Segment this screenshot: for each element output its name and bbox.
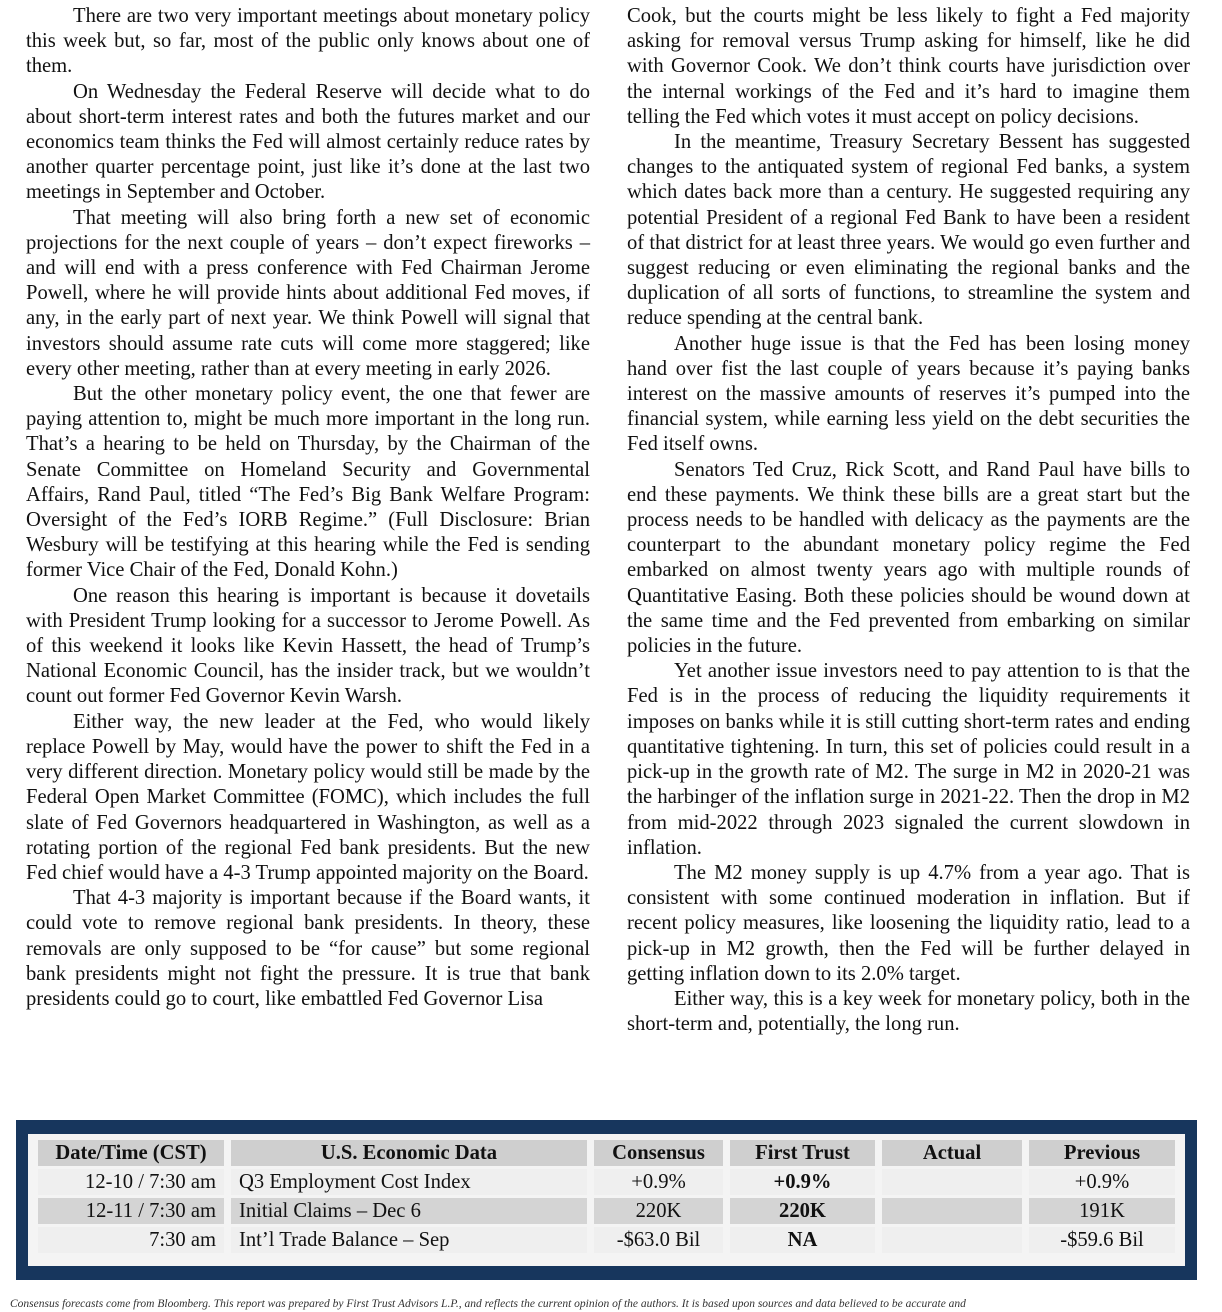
cell-indicator: Int’l Trade Balance – Sep [231, 1227, 587, 1253]
paragraph: Cook, but the courts might be less likely to fight a Fed majority asking for removal versus Trump asking for himself, like he did with Governor Cook. We don’t think courts have jurisdiction over the internal workings of the Fed and it’s hard to imagine them telling the Fed which votes it must accept on policy decisions. [627, 5, 1190, 128]
paragraph: There are two very important meetings about monetary policy this week but, so far, most of the public only knows about one of them. [26, 5, 590, 78]
paragraph: But the other monetary policy event, the one that fewer are paying attention to, might be much more important in the long run. That’s a hearing to be held on Thursday, by the Chairman of the Senate Committee on Homeland Security and Governmental Affairs, Rand Paul, titled “The Fed’s Big Bank Welfare Program: Oversight of the Fed’s IORB Regime.” (Full Disclosure: Brian Wesbury will be testifying at this hearing while the Fed is sending former Vice Chair of the Fed, Donald Kohn.) [26, 383, 590, 582]
cell-previous: 191K [1029, 1198, 1175, 1224]
header-consensus: Consensus [594, 1140, 723, 1166]
table-row [38, 1227, 1175, 1253]
cell-first-trust: 220K [730, 1198, 875, 1224]
header-economic-data: U.S. Economic Data [231, 1140, 587, 1166]
paragraph: That meeting will also bring forth a new set of economic projections for the next couple of years – don’t expect fireworks – and will end with a press conference with Fed Chairman Jerome Powell, where he will provide hints about additional Fed moves, if any, in the early part of next year. We think Powell will signal that investors should assume rate cuts will come more staggered; like every other meeting, rather than at every meeting in early 2026. [26, 206, 590, 380]
article-right-column [627, 4, 1190, 1037]
cell-indicator: Q3 Employment Cost Index [231, 1169, 587, 1195]
paragraph: Yet another issue investors need to pay attention to is that the Fed is in the process of reducing the liquidity requirements it imposes on banks while it is still cutting short-term rates and ending quantitative tightening. In turn, this set of policies could result in a pick-up in the growth rate of M2. The surge in M2 in 2020-21 was the harbinger of the inflation surge in 2021-22. Then the drop in M2 from mid-2022 through 2023 signaled the current slowdown in inflation. [627, 660, 1190, 859]
header-actual: Actual [882, 1140, 1022, 1166]
paragraph: On Wednesday the Federal Reserve will decide what to do about short-term interest rates and both the futures market and our economics team thinks the Fed will almost certainly reduce rates by another quarter percentage point, just like it’s done at the last two meetings in September and October. [26, 80, 590, 204]
table-row [38, 1169, 1175, 1195]
paragraph: That 4-3 majority is important because if the Board wants, it could vote to remove regional bank presidents. In theory, these removals are only supposed to be “for cause” but some regional bank presidents might not fight the pressure. It is true that bank presidents could go to court, like embattled Fed Governor Lisa [26, 887, 590, 1010]
footer-disclaimer: Consensus forecasts come from Bloomberg. This report was prepared by First Trust Advisors L.P., and reflects the current opinion of the authors. It is based upon sources and data believed to be accurate and [10, 1298, 966, 1310]
cell-consensus: +0.9% [594, 1169, 723, 1195]
table-row [38, 1198, 1175, 1224]
economic-data-table-panel [28, 1134, 1185, 1266]
paragraph: Either way, the new leader at the Fed, who would likely replace Powell by May, would have the power to shift the Fed in a very different direction. Monetary policy would still be made by the Federal Open Market Committee (FOMC), which includes the full slate of Fed Governors headquartered in Washington, as well as a rotating portion of the regional Fed bank presidents. But the new Fed chief would have a 4-3 Trump appointed majority on the Board. [26, 710, 590, 884]
header-first-trust: First Trust [730, 1140, 875, 1166]
cell-date: 7:30 am [38, 1227, 224, 1253]
paragraph: The M2 money supply is up 4.7% from a year ago. That is consistent with some continued moderation in inflation. But if recent policy measures, like loosening the liquidity ratio, lead to a pick-up in M2 growth, then the Fed will be further delayed in getting inflation down to its 2.0% target. [627, 861, 1190, 985]
header-date-time: Date/Time (CST) [38, 1140, 224, 1166]
paragraph: In the meantime, Treasury Secretary Bessent has suggested changes to the antiquated system of regional Fed banks, a system which dates back more than a century. He suggested requiring any potential President of a regional Fed Bank to have been a resident of that district for at least three years. We would go even further and suggest reducing or even eliminating the regional banks and the duplication of all sorts of functions, to streamline the system and reduce spending at the central bank. [627, 131, 1190, 330]
paragraph: One reason this hearing is important is because it dovetails with President Trump looking for a successor to Jerome Powell. As of this weekend it looks like Kevin Hassett, the head of Trump’s National Economic Council, has the insider track, but we wouldn’t count out former Fed Governor Kevin Warsh. [26, 584, 590, 708]
paragraph: Another huge issue is that the Fed has been losing money hand over fist the last couple of years because it’s paying banks interest on the massive amounts of reserves it’s pumped into the financial system, while earning less yield on the debt securities the Fed itself owns. [627, 332, 1190, 456]
paragraph: Either way, this is a key week for monetary policy, both in the short-term and, potentially, the long run. [627, 987, 1190, 1036]
cell-actual [882, 1227, 1022, 1253]
economic-data-table-frame [16, 1120, 1197, 1280]
cell-actual [882, 1198, 1022, 1224]
cell-previous: -$59.6 Bil [1029, 1227, 1175, 1253]
cell-date: 12-10 / 7:30 am [38, 1169, 224, 1195]
cell-first-trust: +0.9% [730, 1169, 875, 1195]
cell-consensus: -$63.0 Bil [594, 1227, 723, 1253]
paragraph: Senators Ted Cruz, Rick Scott, and Rand Paul have bills to end these payments. We think these bills are a great start but the process needs to be handled with delicacy as the payments are the counterpart to the abundant monetary policy regime the Fed embarked on almost twenty years ago with multiple rounds of Quantitative Easing. Both these policies should be wound down at the same time and the Fed prevented from embarking on similar policies in the future. [627, 458, 1190, 658]
cell-consensus: 220K [594, 1198, 723, 1224]
cell-first-trust: NA [730, 1227, 875, 1253]
article-left-column [26, 4, 590, 1012]
table-header-row [38, 1140, 1175, 1166]
economic-data-table [31, 1137, 1182, 1256]
cell-date: 12-11 / 7:30 am [38, 1198, 224, 1224]
cell-actual [882, 1169, 1022, 1195]
cell-indicator: Initial Claims – Dec 6 [231, 1198, 587, 1224]
cell-previous: +0.9% [1029, 1169, 1175, 1195]
header-previous: Previous [1029, 1140, 1175, 1166]
